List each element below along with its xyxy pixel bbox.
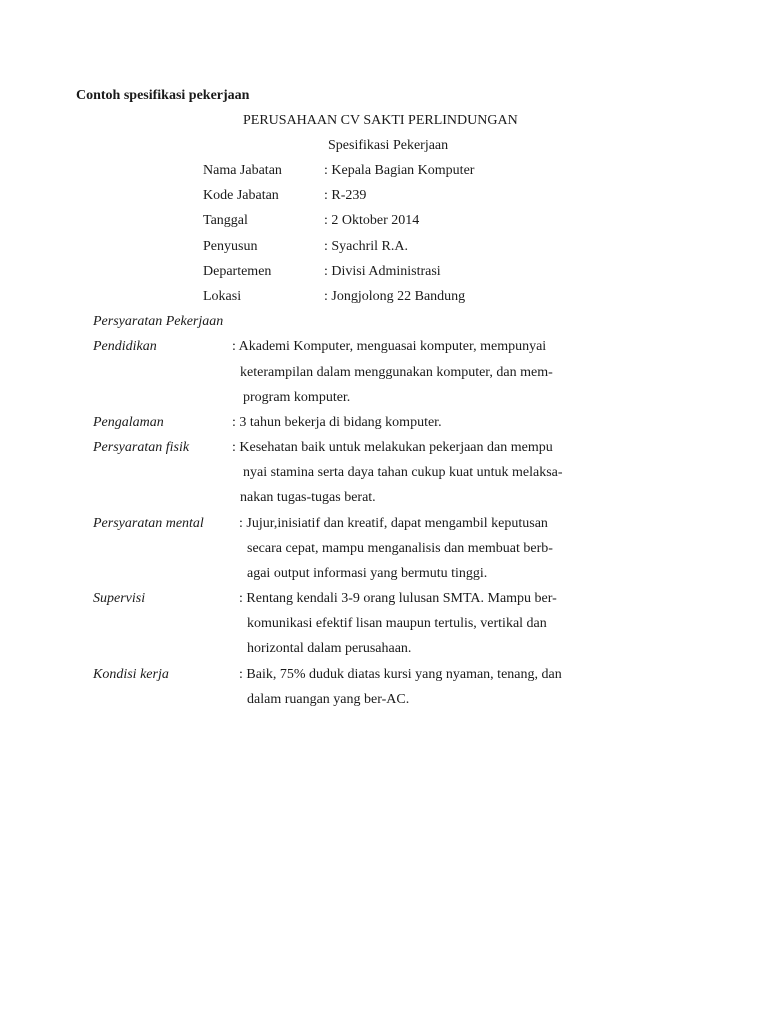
req-line: : Rentang kendali 3-9 orang lulusan SMTA. Mampu ber- — [239, 591, 557, 606]
req-line: nyai stamina serta daya tahan cukup kuat untuk melaksa- — [243, 465, 563, 480]
req-label-kondisi-kerja: Kondisi kerja — [93, 667, 169, 682]
req-line: : 3 tahun bekerja di bidang komputer. — [232, 415, 442, 430]
info-value-tanggal: : 2 Oktober 2014 — [324, 213, 420, 228]
info-label-nama-jabatan: Nama Jabatan — [203, 163, 282, 178]
info-value-kode-jabatan: : R-239 — [324, 188, 367, 203]
req-line: nakan tugas-tugas berat. — [240, 490, 376, 505]
info-value-lokasi: : Jongjolong 22 Bandung — [324, 289, 466, 304]
req-line: dalam ruangan yang ber-AC. — [247, 692, 410, 707]
req-line: agai output informasi yang bermutu tinggi. — [247, 566, 488, 581]
document-heading: Contoh spesifikasi pekerjaan — [76, 88, 250, 103]
document-subtitle: Spesifikasi Pekerjaan — [328, 138, 449, 153]
info-value-nama-jabatan: : Kepala Bagian Komputer — [324, 163, 475, 178]
req-line: keterampilan dalam menggunakan komputer, dan mem- — [240, 365, 553, 380]
req-line: : Kesehatan baik untuk melakukan pekerjaan dan mempu — [232, 440, 553, 455]
req-label-persyaratan-mental: Persyaratan mental — [93, 516, 204, 531]
info-label-departemen: Departemen — [203, 264, 272, 279]
req-line: horizontal dalam perusahaan. — [247, 641, 412, 656]
info-label-kode-jabatan: Kode Jabatan — [203, 188, 279, 203]
req-line: komunikasi efektif lisan maupun tertulis, vertikal dan — [247, 616, 547, 631]
req-line: : Baik, 75% duduk diatas kursi yang nyaman, tenang, dan — [239, 667, 562, 682]
req-label-supervisi: Supervisi — [93, 591, 146, 606]
req-label-persyaratan-fisik: Persyaratan fisik — [93, 440, 190, 455]
info-value-penyusun: : Syachril R.A. — [324, 239, 408, 254]
req-line: : Jujur,inisiatif dan kreatif, dapat mengambil keputusan — [239, 516, 548, 531]
info-label-tanggal: Tanggal — [203, 213, 248, 228]
info-label-penyusun: Penyusun — [203, 239, 258, 254]
req-label-pengalaman: Pengalaman — [93, 415, 164, 430]
requirements-title: Persyaratan Pekerjaan — [93, 314, 224, 329]
req-line: : Akademi Komputer, menguasai komputer, mempunyai — [232, 339, 547, 354]
req-label-pendidikan: Pendidikan — [93, 339, 157, 354]
info-value-departemen: : Divisi Administrasi — [324, 264, 441, 279]
info-label-lokasi: Lokasi — [203, 289, 242, 304]
company-name: PERUSAHAAN CV SAKTI PERLINDUNGAN — [243, 113, 518, 128]
req-line: program komputer. — [243, 390, 351, 405]
req-line: secara cepat, mampu menganalisis dan membuat berb- — [247, 541, 553, 556]
